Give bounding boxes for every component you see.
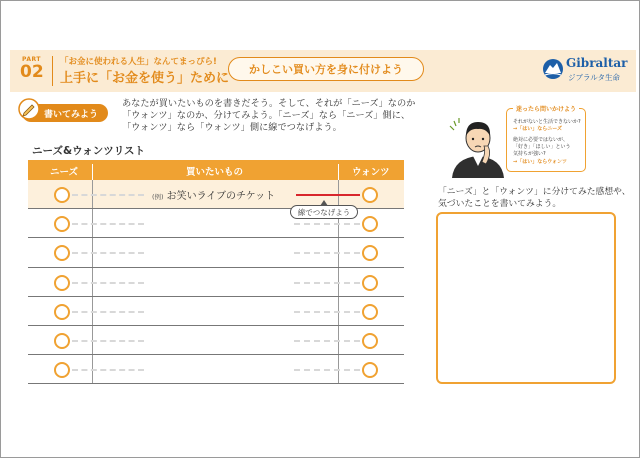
needs-wants-table bbox=[28, 160, 404, 384]
connect-callout: 線でつなげよう bbox=[290, 205, 358, 219]
hint-line: それがないと生活できないか? bbox=[513, 119, 581, 125]
write-line bbox=[294, 340, 360, 342]
header-items: 買いたいもの bbox=[186, 167, 244, 178]
example-row bbox=[28, 180, 404, 217]
hint-line: 気持ちが強い? bbox=[513, 151, 546, 157]
needs-circle[interactable] bbox=[54, 245, 70, 261]
table-row bbox=[28, 238, 404, 267]
needs-circle[interactable] bbox=[54, 275, 70, 291]
hint-title: 迷ったら問いかけよう bbox=[513, 104, 579, 113]
write-line bbox=[72, 223, 144, 225]
write-line bbox=[294, 311, 360, 313]
needs-circle[interactable] bbox=[54, 333, 70, 349]
table-header bbox=[28, 160, 404, 180]
hint-line: →「はい」ならニーズ bbox=[513, 126, 562, 132]
write-line bbox=[294, 369, 360, 371]
hint-line: →「はい」ならウォンツ bbox=[513, 159, 567, 165]
table-row bbox=[28, 268, 404, 297]
hint-line: 「好き」「ほしい」という bbox=[513, 144, 571, 150]
wants-circle[interactable] bbox=[362, 245, 378, 261]
wants-circle[interactable] bbox=[362, 304, 378, 320]
wants-circle[interactable] bbox=[362, 362, 378, 378]
write-line bbox=[72, 282, 144, 284]
header-wants: ウォンツ bbox=[352, 167, 390, 178]
part-label: PART bbox=[22, 56, 41, 63]
thinking-person-illustration bbox=[448, 112, 508, 180]
header-needs: ニーズ bbox=[50, 167, 79, 178]
pencil-icon bbox=[18, 98, 40, 120]
gibraltar-rock-icon bbox=[542, 58, 564, 80]
theme-pill: かしこい買い方を身に付けよう bbox=[228, 57, 424, 81]
write-line bbox=[294, 252, 360, 254]
example-prefix: (例) bbox=[152, 193, 164, 201]
write-line bbox=[72, 311, 144, 313]
part-number: 02 bbox=[20, 62, 44, 82]
list-title: ニーズ&ウォンツリスト bbox=[32, 145, 146, 157]
write-line bbox=[72, 369, 144, 371]
write-badge: 書いてみよう bbox=[22, 104, 108, 122]
write-line bbox=[72, 252, 144, 254]
wants-circle[interactable] bbox=[362, 275, 378, 291]
hint-line: 絶対に必要ではないが、 bbox=[513, 137, 569, 143]
instructions-text: あなたが買いたいものを書きだそう。そして、それが「ニーズ」なのか「ウォンツ」なのか、分けてみよう。「ニーズ」なら「ニーズ」側に、「ウォンツ」なら「ウォンツ」側に線でつなげよう。 bbox=[122, 98, 416, 133]
table-row bbox=[28, 326, 404, 355]
wants-circle[interactable] bbox=[362, 333, 378, 349]
page-subtitle: 「お金に使われる人生」なんてまっぴら! bbox=[60, 57, 217, 67]
header-band bbox=[10, 50, 636, 92]
write-line bbox=[72, 340, 144, 342]
logo-subtitle: ジブラルタ生命 bbox=[568, 73, 620, 82]
example-item-text: お笑いライブのチケット bbox=[166, 191, 276, 202]
wants-circle[interactable] bbox=[362, 216, 378, 232]
company-logo bbox=[542, 56, 634, 86]
write-line bbox=[72, 194, 144, 196]
needs-circle[interactable] bbox=[54, 362, 70, 378]
reflection-prompt: 「ニーズ」と「ウォンツ」に分けてみた感想や、気づいたことを書いてみよう。 bbox=[438, 187, 631, 209]
needs-circle[interactable] bbox=[54, 216, 70, 232]
logo-name: Gibraltar bbox=[566, 56, 628, 70]
wants-circle[interactable] bbox=[362, 187, 378, 203]
connector-line bbox=[296, 194, 360, 196]
table-row bbox=[28, 297, 404, 326]
page-title: 上手に「お金を使う」ために bbox=[60, 71, 230, 86]
write-line bbox=[294, 282, 360, 284]
needs-circle[interactable] bbox=[54, 187, 70, 203]
table-row bbox=[28, 355, 404, 384]
example-item bbox=[152, 187, 275, 202]
needs-circle[interactable] bbox=[54, 304, 70, 320]
write-line bbox=[294, 223, 360, 225]
header-divider bbox=[52, 56, 53, 86]
hint-box bbox=[506, 108, 586, 172]
reflection-box[interactable] bbox=[436, 212, 616, 384]
